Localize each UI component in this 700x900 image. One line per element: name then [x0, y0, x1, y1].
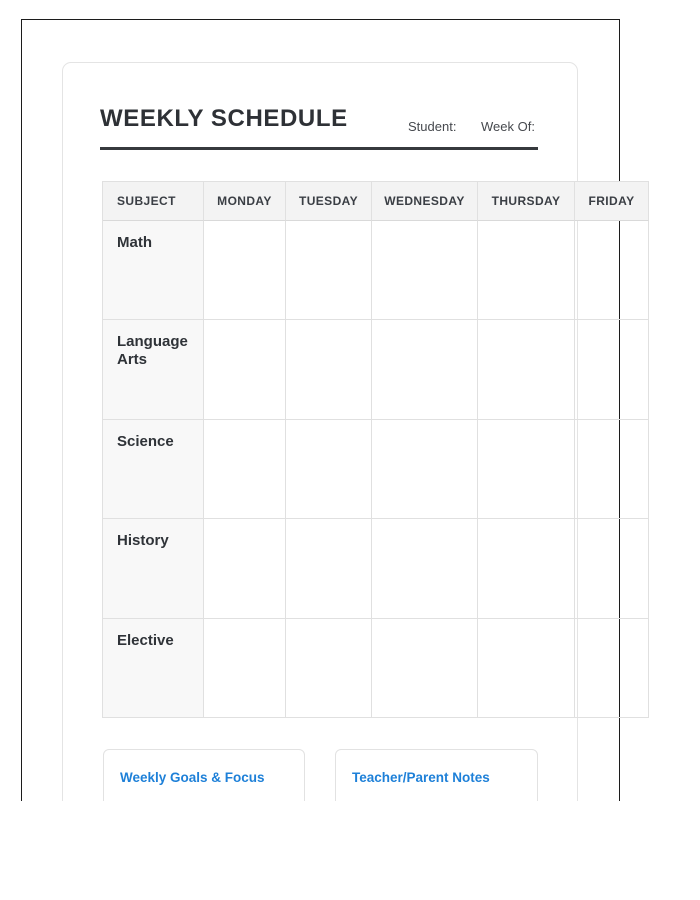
teacher-parent-notes-box	[335, 749, 538, 801]
schedule-cell-elective-monday	[204, 619, 286, 718]
schedule-cell-history-friday	[575, 519, 649, 618]
schedule-cell-elective-friday	[575, 619, 649, 718]
student-label: Student:	[408, 119, 457, 134]
week-of-label: Week Of:	[481, 119, 535, 134]
subject-label-language-arts: Language Arts	[103, 320, 204, 419]
schedule-cell-science-friday	[575, 420, 649, 519]
schedule-cell-history-wednesday	[372, 519, 478, 618]
column-header-tuesday: TUESDAY	[286, 182, 372, 221]
schedule-cell-math-tuesday	[286, 221, 372, 320]
title-divider	[100, 147, 538, 150]
subject-label-elective: Elective	[103, 619, 204, 718]
column-header-monday: MONDAY	[204, 182, 286, 221]
column-header-wednesday: WEDNESDAY	[372, 182, 478, 221]
schedule-cell-math-monday	[204, 221, 286, 320]
schedule-cell-langarts-wednesday	[372, 320, 478, 419]
schedule-cell-science-wednesday	[372, 420, 478, 519]
subject-label-math: Math	[103, 221, 204, 320]
schedule-cell-elective-wednesday	[372, 619, 478, 718]
schedule-cell-math-wednesday	[372, 221, 478, 320]
schedule-cell-langarts-thursday	[478, 320, 575, 419]
schedule-cell-science-thursday	[478, 420, 575, 519]
schedule-cell-science-tuesday	[286, 420, 372, 519]
schedule-cell-math-thursday	[478, 221, 575, 320]
schedule-cell-history-tuesday	[286, 519, 372, 618]
schedule-cell-history-monday	[204, 519, 286, 618]
column-header-thursday: THURSDAY	[478, 182, 575, 221]
page-title: WEEKLY SCHEDULE	[100, 105, 348, 132]
schedule-cell-history-thursday	[478, 519, 575, 618]
schedule-cell-elective-tuesday	[286, 619, 372, 718]
schedule-cell-science-monday	[204, 420, 286, 519]
schedule-cell-langarts-monday	[204, 320, 286, 419]
schedule-cell-langarts-tuesday	[286, 320, 372, 419]
column-header-subject: SUBJECT	[103, 182, 204, 221]
weekly-goals-heading: Weekly Goals & Focus	[120, 770, 265, 785]
teacher-parent-notes-heading: Teacher/Parent Notes	[352, 770, 490, 785]
schedule-cell-langarts-friday	[575, 320, 649, 419]
weekly-schedule-table	[102, 181, 649, 718]
subject-label-history: History	[103, 519, 204, 618]
schedule-cell-elective-thursday	[478, 619, 575, 718]
column-header-friday: FRIDAY	[575, 182, 649, 221]
subject-label-science: Science	[103, 420, 204, 519]
schedule-cell-math-friday	[575, 221, 649, 320]
weekly-goals-box	[103, 749, 305, 801]
